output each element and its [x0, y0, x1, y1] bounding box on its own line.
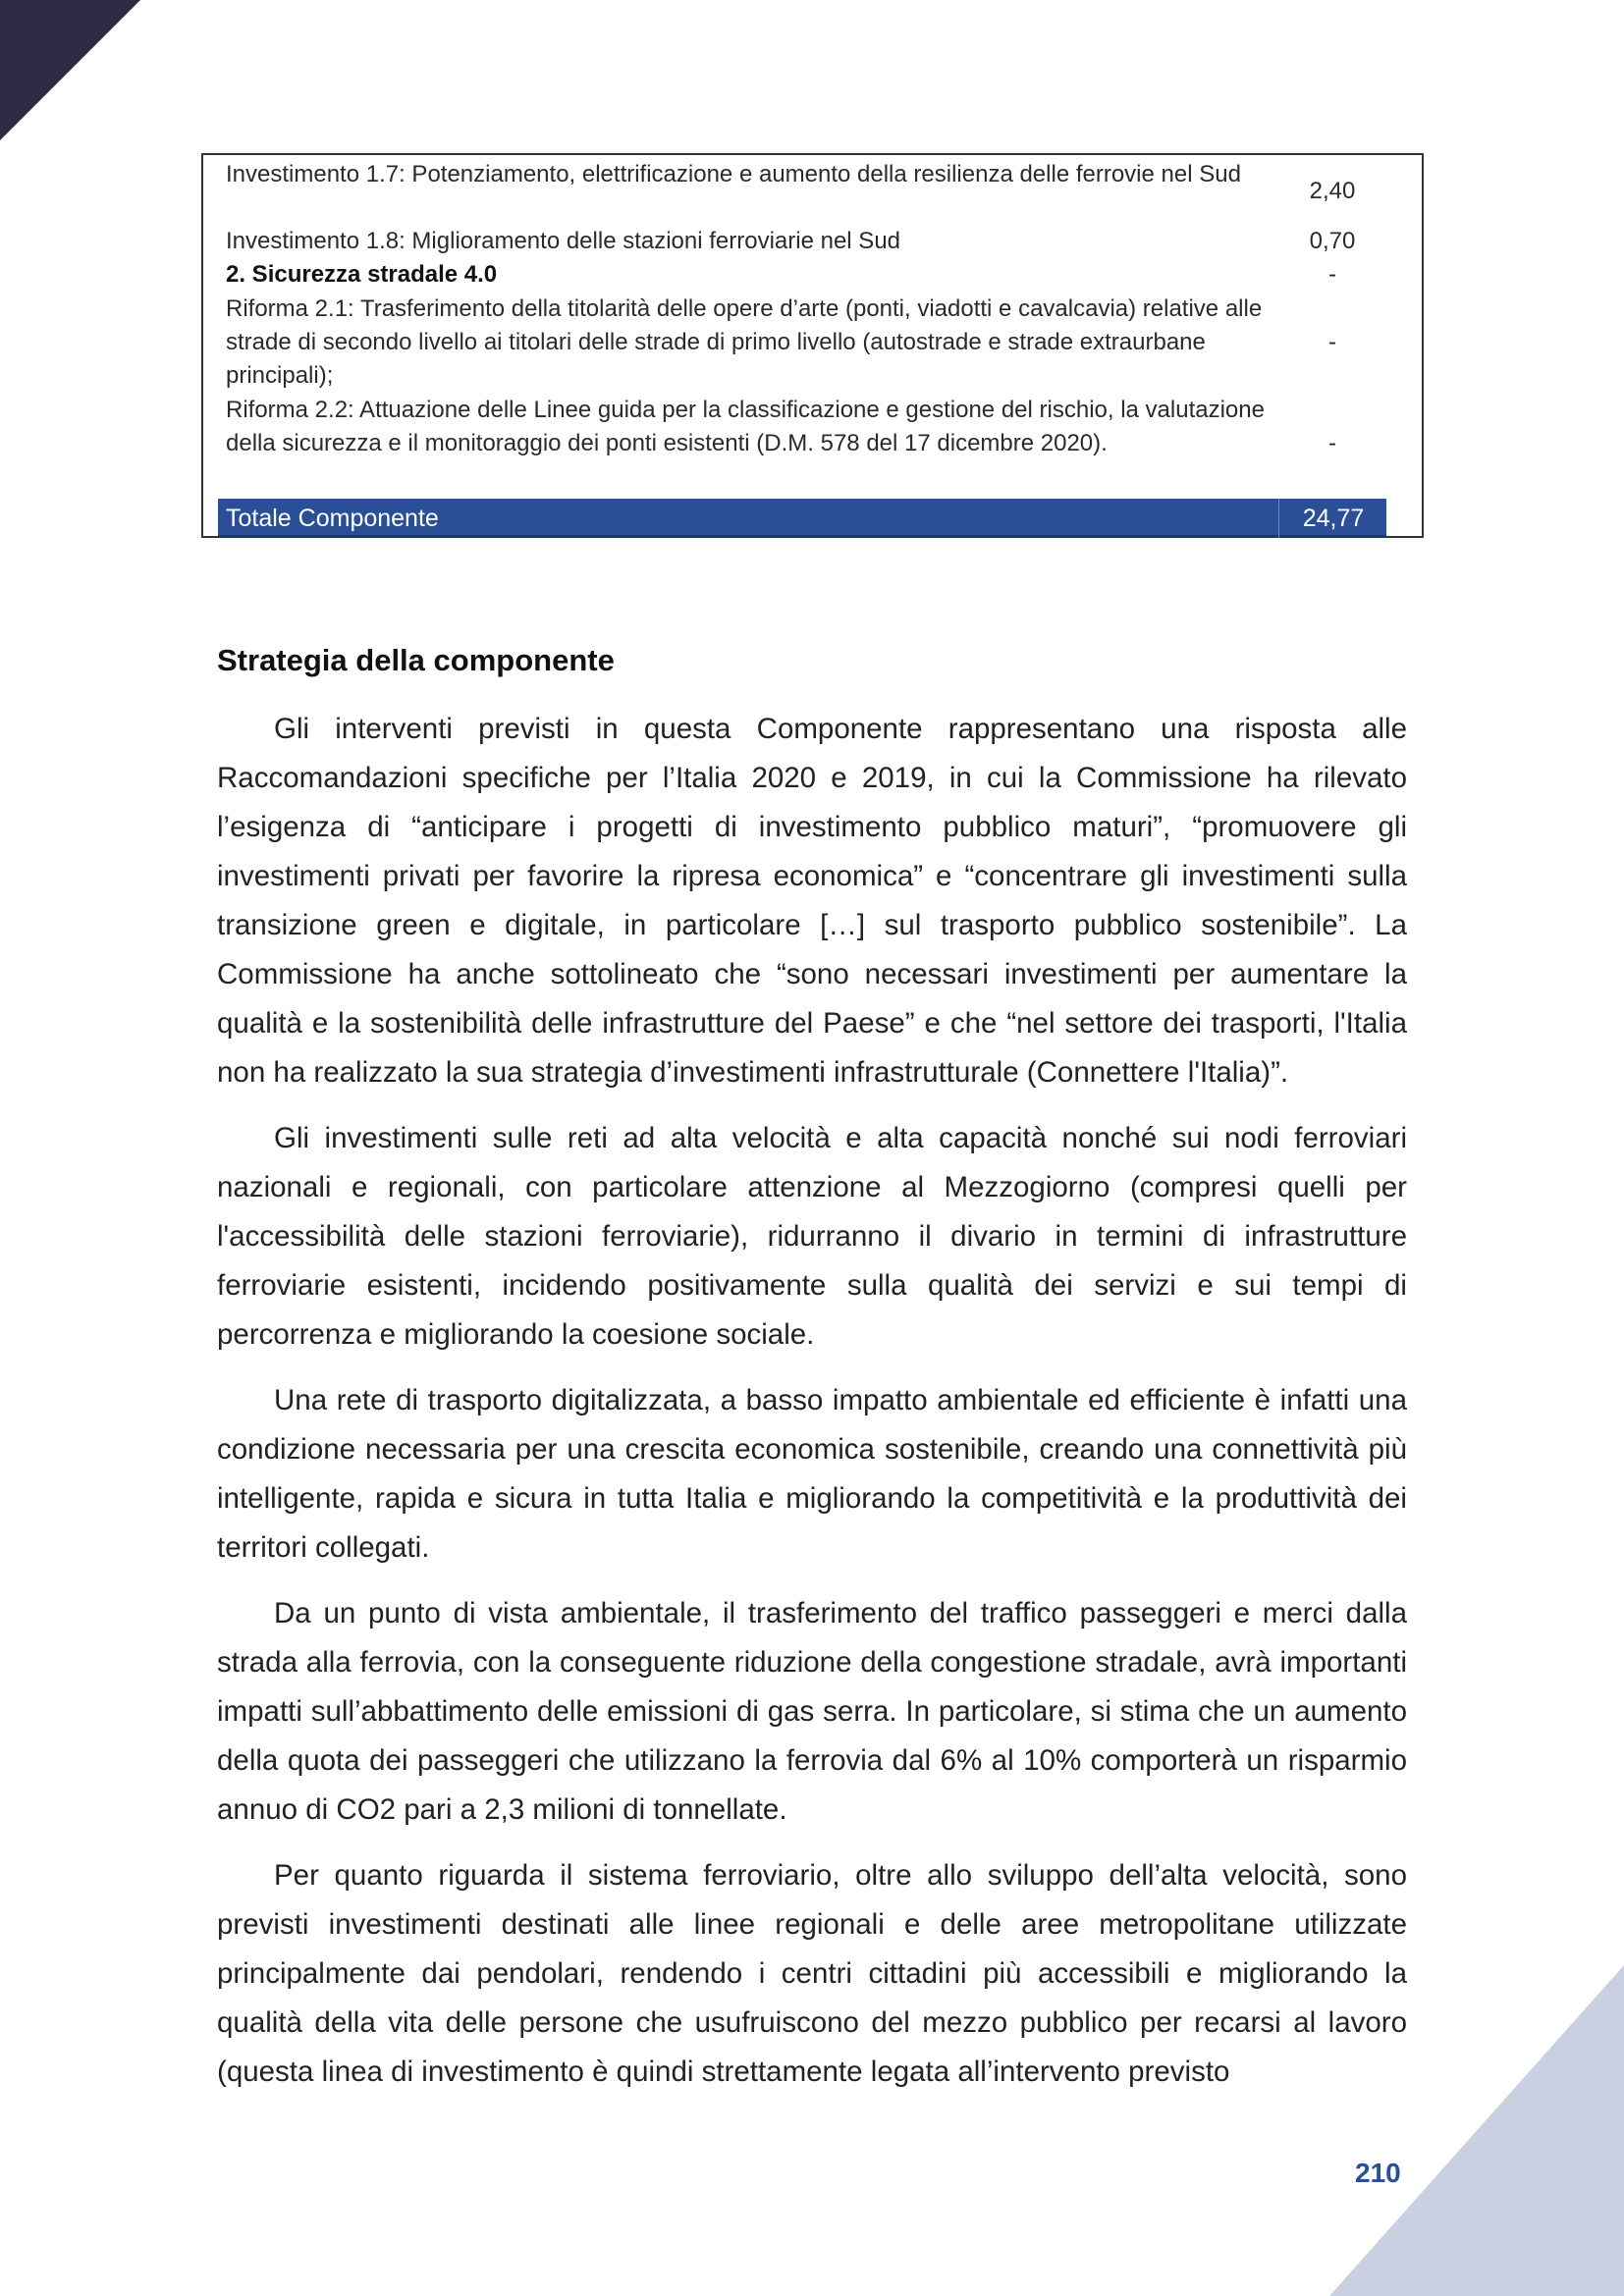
table-total-row: [218, 499, 1386, 538]
row-value: -: [1328, 430, 1336, 456]
paragraph: Una rete di trasporto digitalizzata, a basso impatto ambientale ed efficiente è infatti una condizione necessaria per una crescita economica sostenibile, creando una connettività più intelligente, rapida e sicura in tutta Italia e migliorando la competitività e la produttività dei territori collegati.: [217, 1384, 1407, 1564]
page-number: 210: [1355, 2158, 1401, 2188]
row-value: -: [1328, 261, 1336, 288]
row-section-heading: 2. Sicurezza stradale 4.0: [226, 261, 498, 288]
total-value: 24,77: [1278, 499, 1387, 538]
corner-decoration-top-left: [0, 0, 140, 140]
row-value: 2,40: [1309, 178, 1356, 204]
row-value: -: [1328, 329, 1336, 355]
section-title: Strategia della componente: [217, 643, 615, 677]
row-description: Riforma 2.2: Attuazione delle Linee guida per la classificazione e gestione del rischio, la valutazione della sicurezza e il monitoraggio dei ponti esistenti (D.M. 578 del 17 dicembre 2020).: [226, 397, 1265, 456]
row-value: 0,70: [1309, 228, 1356, 254]
total-label: Totale Componente: [226, 505, 439, 532]
row-description: Investimento 1.7: Potenziamento, elettrificazione e aumento della resilienza delle ferrovie nel Sud: [226, 161, 1241, 187]
row-description: Riforma 2.1: Trasferimento della titolarità delle opere d’arte (ponti, viadotti e cavalcavia) relative alle strade di secondo livello ai titolari delle strade di primo livello (autostrade e strade extraurbane principali);: [226, 295, 1263, 389]
paragraph: Gli interventi previsti in questa Componente rappresentano una risposta alle Raccomandazioni specifiche per l’Italia 2020 e 2019, in cui la Commissione ha rilevato l’esigenza di “anticipare i progetti di investimento pubblico maturi”, “promuovere gli investimenti privati per favorire la ripresa economica” e “concentrare gli investimenti sulla transizione green e digitale, in particolare […] sul trasporto pubblico sostenibile”. La Commissione ha anche sottolineato che “sono necessari investimenti per aumentare la qualità e la sostenibilità delle infrastrutture del Paese” e che “nel settore dei trasporti, l'Italia non ha realizzato la sua strategia d’investimenti infrastrutturale (Connettere l'Italia)”.: [217, 713, 1407, 1089]
paragraph: Da un punto di vista ambientale, il trasferimento del traffico passeggeri e merci dalla strada alla ferrovia, con la conseguente riduzione della congestione stradale, avrà importanti impatti sull’abbattimento delle emissioni di gas serra. In particolare, si stima che un aumento della quota dei passeggeri che utilizzano la ferrovia dal 6% al 10% comporterà un risparmio annuo di CO2 pari a 2,3 milioni di tonnellate.: [217, 1597, 1407, 1826]
row-description: Investimento 1.8: Miglioramento delle stazioni ferroviarie nel Sud: [226, 228, 901, 254]
paragraph: Per quanto riguarda il sistema ferroviario, oltre allo sviluppo dell’alta velocità, sono previsti investimenti destinati alle linee regionali e delle aree metropolitane utilizzate principalmente dai pendolari, rendendo i centri cittadini più accessibili e migliorando la qualità della vita delle persone che usufruiscono del mezzo pubblico per recarsi al lavoro (questa linea di investimento è quindi strettamente legata all’intervento previsto: [217, 1859, 1407, 2088]
investment-table: [201, 153, 1424, 538]
body-text: [217, 705, 1407, 2113]
paragraph: Gli investimenti sulle reti ad alta velocità e alta capacità nonché sui nodi ferroviari nazionali e regionali, con particolare attenzione al Mezzogiorno (compresi quelli per l'accessibilità delle stazioni ferroviarie), ridurranno il divario in termini di infrastrutture ferroviarie esistenti, incidendo positivamente sulla qualità dei servizi e sui tempi di percorrenza e migliorando la coesione sociale.: [217, 1122, 1407, 1351]
